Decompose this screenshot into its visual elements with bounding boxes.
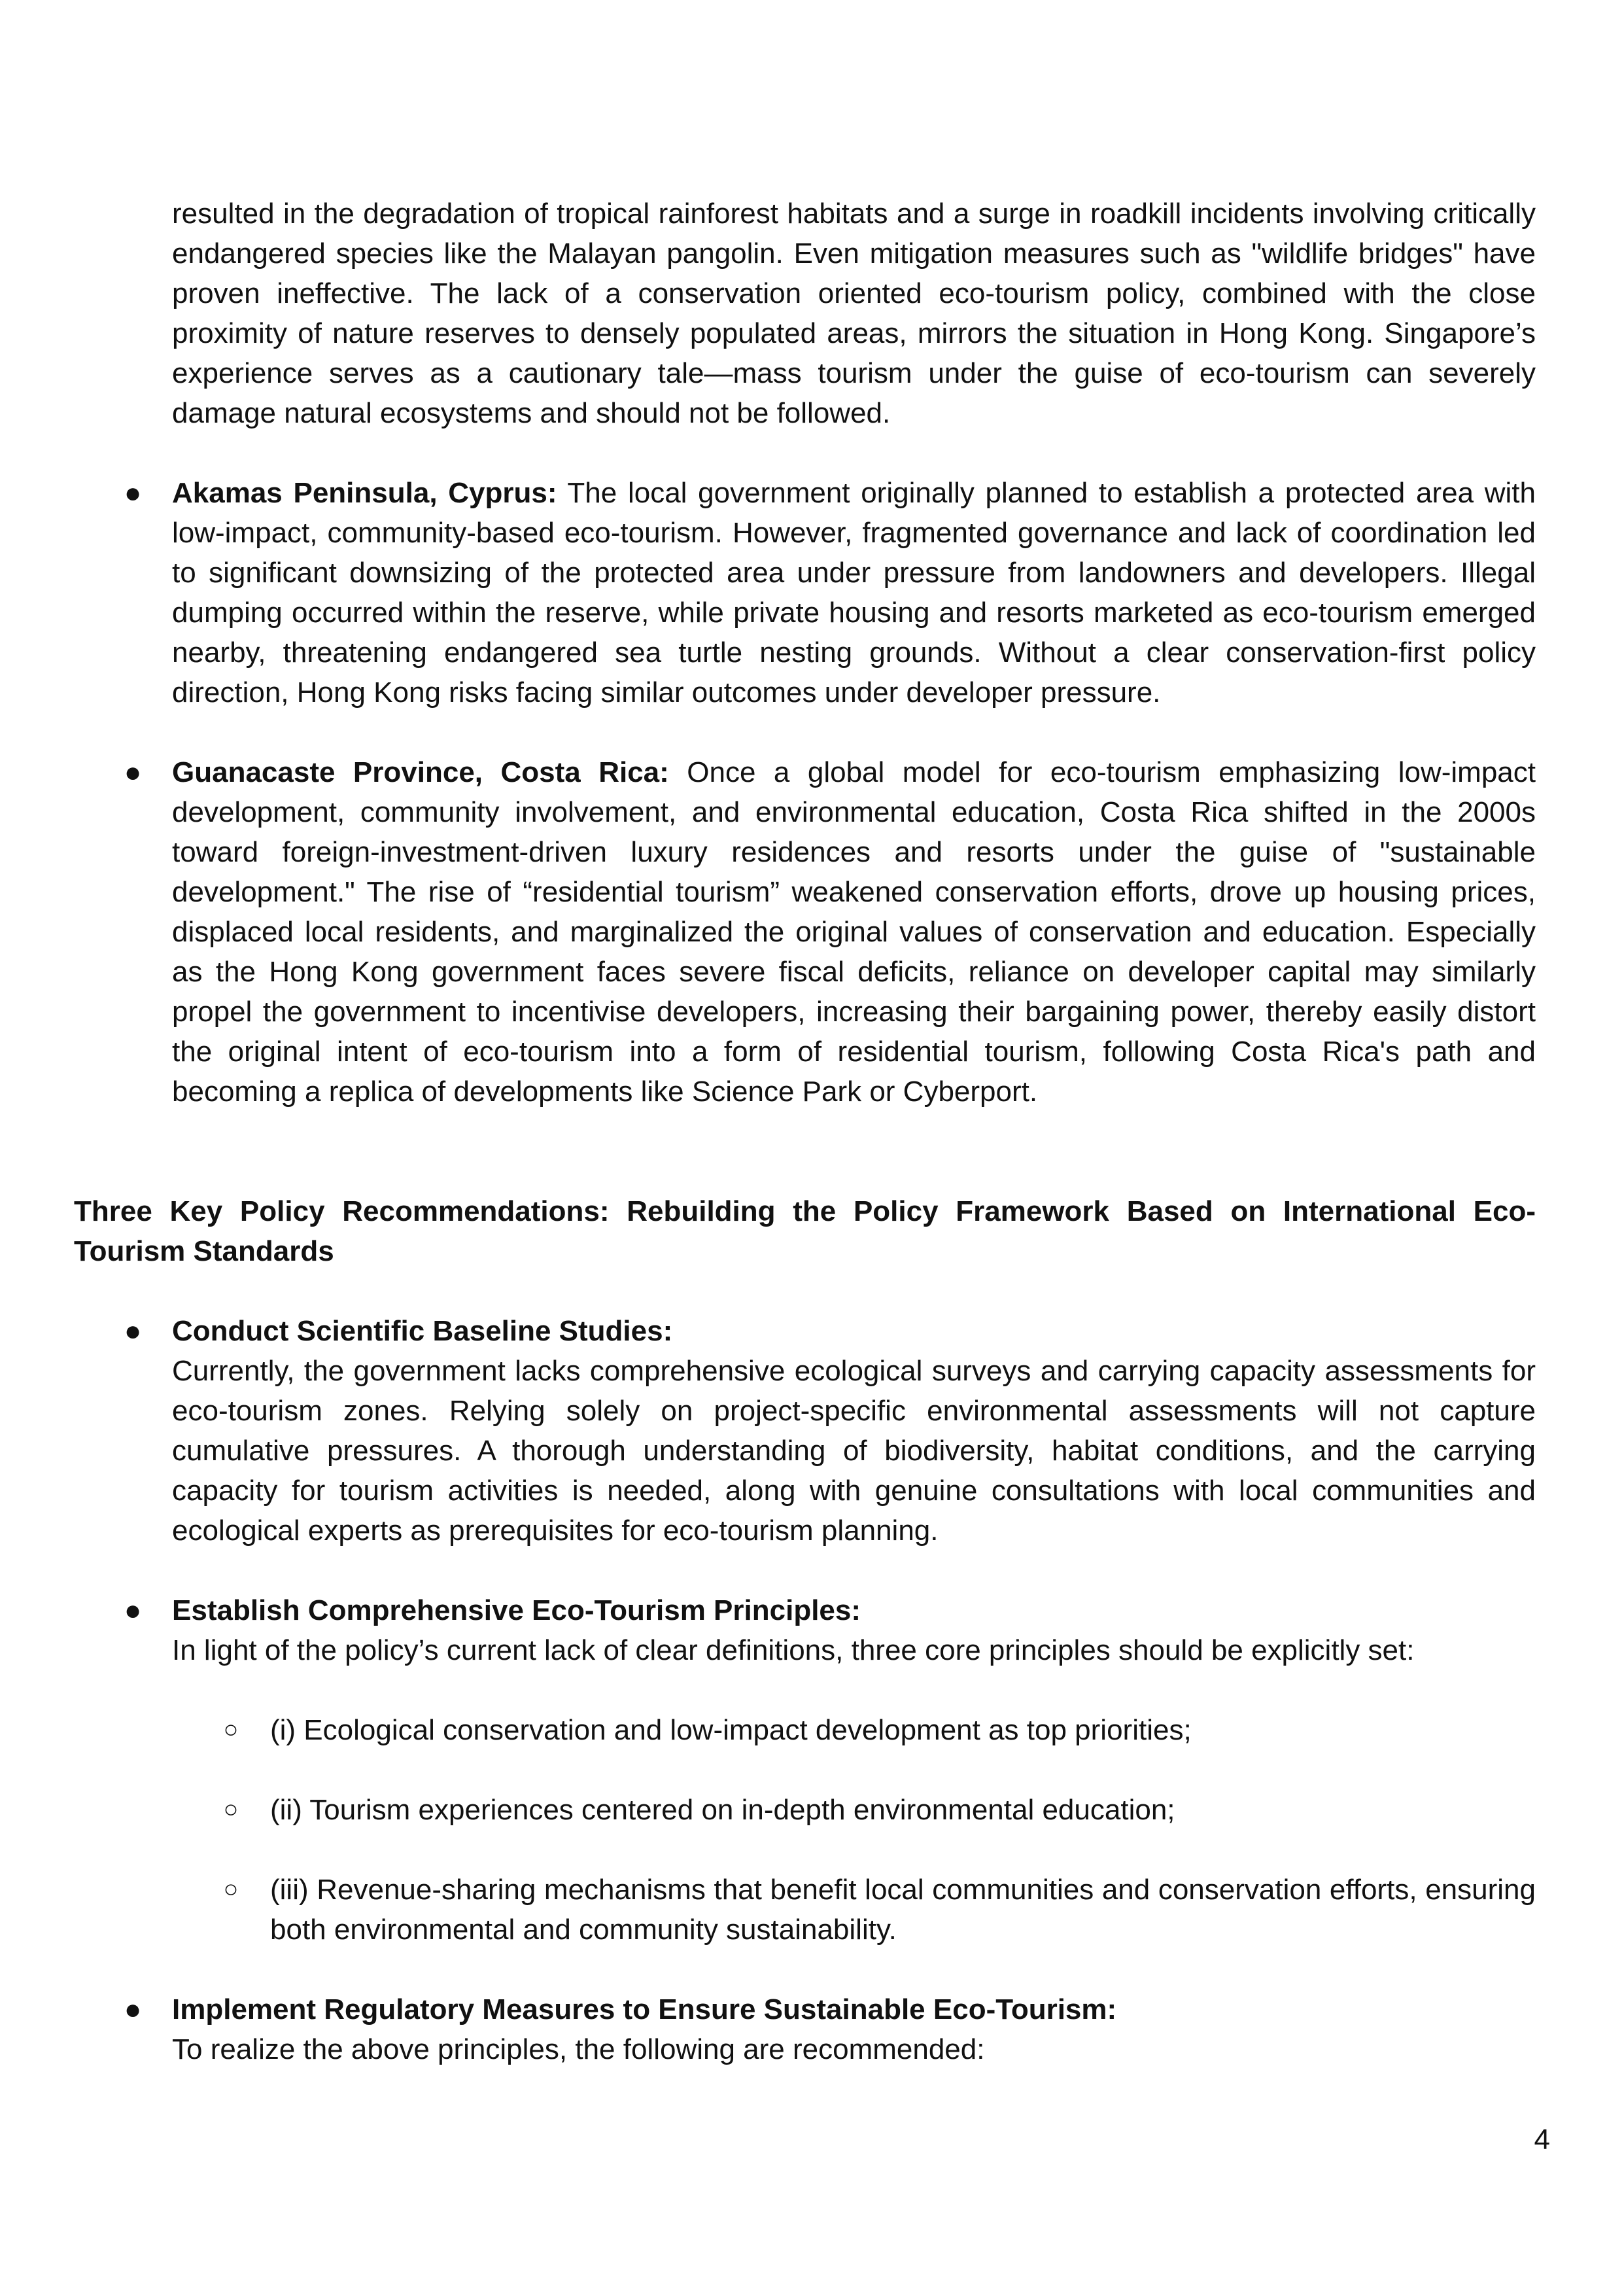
principle-text: (ii) Tourism experiences centered on in-depth environmental education; (270, 1794, 1175, 1826)
recommendation-principles (124, 1590, 1536, 1670)
principle-text: (i) Ecological conservation and low-impact development as top priorities; (270, 1714, 1192, 1746)
bullet-icon: ● (124, 1315, 142, 1347)
page-content (74, 194, 1536, 2069)
recommendation-text: In light of the policy’s current lack of clear definitions, three core principles should be explicitly set: (172, 1634, 1415, 1666)
case-study-guanacaste (124, 752, 1536, 1112)
recommendation-regulatory (124, 1989, 1536, 2069)
case-study-text: Once a global model for eco-tourism emphasizing low-impact development, community involvement, and environmental education, Costa Rica shifted in the 2000s toward foreign-investment-driven luxury residences and resorts under the guise of "sustainable development." The rise of “residential tourism” weakened conservation efforts, drove up housing prices, displaced local residents, and marginalized the original values of conservation and education. Especially as the Hong Kong government faces severe fiscal deficits, reliance on developer capital may similarly propel the government to incentivise developers, increasing their bargaining power, thereby easily distort the original intent of eco-tourism into a form of residential tourism, following Costa Rica's path and becoming a replica of developments like Science Park or Cyberport. (172, 756, 1536, 1108)
recommendation-text: Currently, the government lacks comprehensive ecological surveys and carrying capacity assessments for eco-tourism zones. Relying solely on project-specific environmental assessments will not capture cumulative pressures. A thorough understanding of biodiversity, habitat conditions, and the carrying capacity for tourism activities is needed, along with genuine consultations with local communities and ecological experts as prerequisites for eco-tourism planning. (172, 1355, 1536, 1547)
recommendation-text: To realize the above principles, the following are recommended: (172, 2033, 985, 2065)
recommendation-title: Establish Comprehensive Eco-Tourism Principles: (172, 1594, 861, 1626)
bullet-icon: ● (124, 477, 142, 509)
recommendation-title: Implement Regulatory Measures to Ensure Sustainable Eco-Tourism: (172, 1993, 1117, 2025)
principle-item (223, 1870, 1536, 1950)
case-study-title: Guanacaste Province, Costa Rica: (172, 756, 669, 788)
principle-item (223, 1710, 1536, 1750)
case-study-title: Akamas Peninsula, Cyprus: (172, 477, 557, 509)
recommendation-title: Conduct Scientific Baseline Studies: (172, 1315, 673, 1347)
bullet-icon: ● (124, 756, 142, 788)
page-number: 4 (1534, 2124, 1550, 2156)
case-study-text: The local government originally planned to establish a protected area with low-impact, community-based eco-tourism. However, fragmented governance and lack of coordination led to significant downsizing of the protected area under pressure from landowners and developers. Illegal dumping occurred within the reserve, while private housing and resorts marketed as eco-tourism emerged nearby, threatening endangered sea turtle nesting grounds. Without a clear conservation-first policy direction, Hong Kong risks facing similar outcomes under developer pressure. (172, 477, 1536, 709)
bullet-icon: ● (124, 1594, 142, 1626)
circle-bullet-icon: ○ (223, 1876, 239, 1903)
recommendation-baseline (124, 1311, 1536, 1550)
case-study-akamas (124, 473, 1536, 712)
principle-text: (iii) Revenue-sharing mechanisms that benefit local communities and conservation efforts, ensuring both environmental and community sustainability. (270, 1874, 1536, 1946)
circle-bullet-icon: ○ (223, 1796, 239, 1823)
principle-item (223, 1790, 1536, 1830)
intro-paragraph: resulted in the degradation of tropical rainforest habitats and a surge in roadkill incidents involving critically endangered species like the Malayan pangolin. Even mitigation measures such as "wildlife bridges" have proven ineffective. The lack of a conservation oriented eco-tourism policy, combined with the close proximity of nature reserves to densely populated areas, mirrors the situation in Hong Kong. Singapore’s experience serves as a cautionary tale—mass tourism under the guise of eco-tourism can severely damage natural ecosystems and should not be followed. (172, 198, 1536, 429)
circle-bullet-icon: ○ (223, 1716, 239, 1743)
section-heading: Three Key Policy Recommendations: Rebuilding the Policy Framework Based on International Eco-Tourism Standards (74, 1195, 1536, 1267)
bullet-icon: ● (124, 1993, 142, 2025)
